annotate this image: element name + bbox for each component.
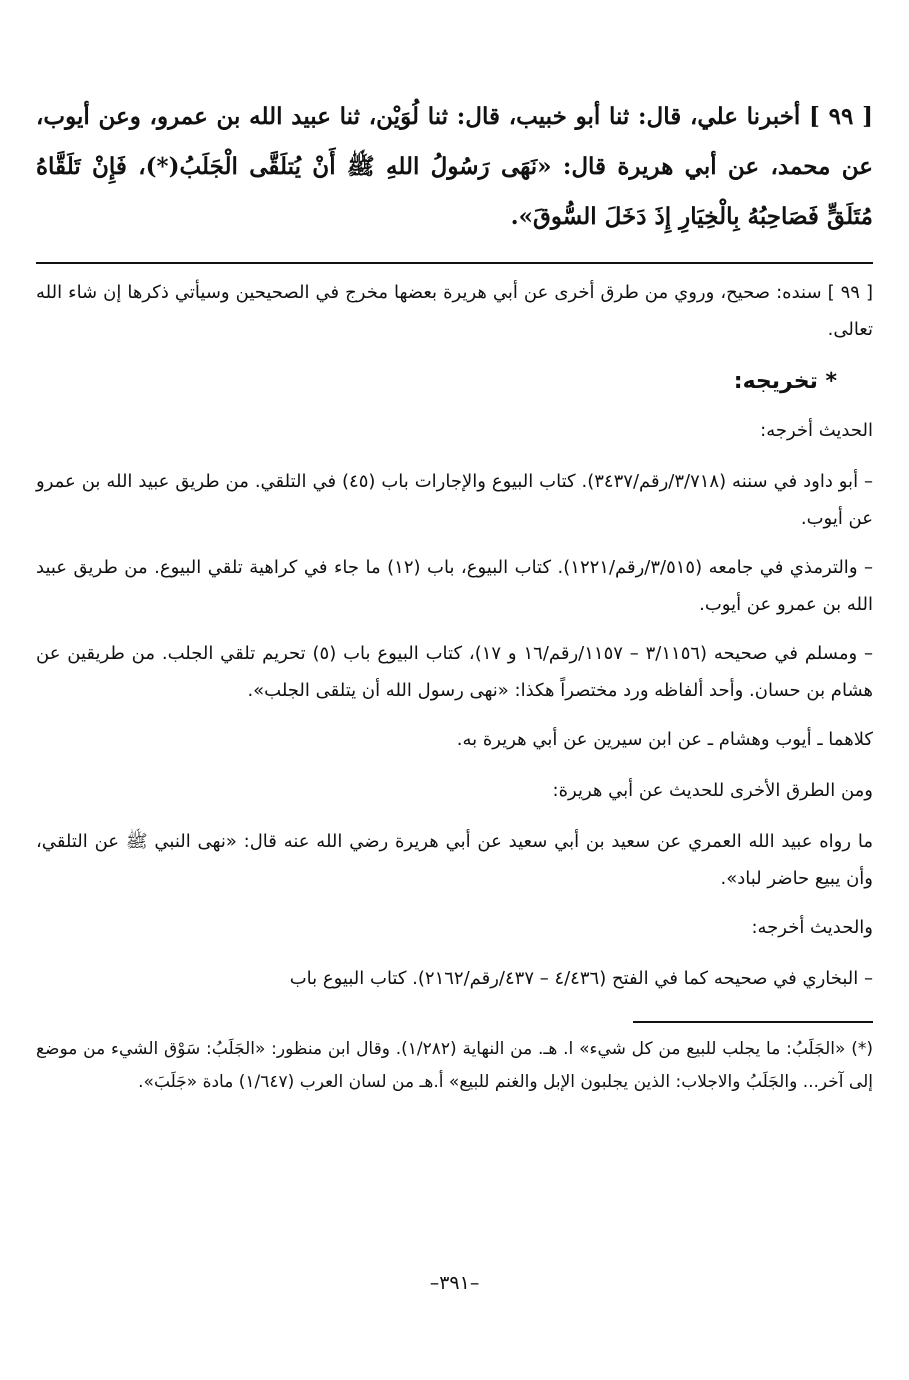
takhrij-item-tirmidhi: – والترمذي في جامعه (٣/٥١٥/رقم/١٢٢١). كتاب البيوع، باب (١٢) ما جاء في كراهية تلقي البيوع. من طريق عبيد الله بن عمرو عن أيوب.	[36, 557, 873, 615]
both-narrators-line: كلاهما ـ أيوب وهشام ـ عن ابن سيرين عن أبي هريرة به.	[456, 729, 873, 750]
umari-route-paragraph: ما رواه عبيد الله العمري عن سعيد بن أبي سعيد عن أبي هريرة رضي الله عنه قال: «نهى النبي ﷺ عن التلقي، وأن يبيع حاضر لباد».	[36, 831, 873, 889]
page-number: –٣٩١–	[429, 1272, 480, 1294]
hadith-text: [ ٩٩ ] أخبرنا علي، قال: ثنا أبو خبيب، قال: ثنا لُوَيْن، ثنا عبيد الله بن عمرو، وعن أيوب، عن محمد، عن أبي هريرة قال: «نَهَى رَسُولُ اللهِ ﷺ أَنْ يُتلَقَّى الْجَلَبُ(*)، فَإِنْ تَلَقَّاهُ مُتَلَقٍّ فَصَاحِبُهُ بِالْخِيَارِ إِذَ دَخَلَ السُّوقَ».	[36, 103, 873, 230]
section-divider	[36, 262, 873, 264]
takhrij-heading: * تخريجه:	[733, 369, 837, 394]
sanad-paragraph: [ ٩٩ ] سنده: صحيح، وروي من طرق أخرى عن أبي هريرة بعضها مخرج في الصحيحين وسيأتي ذكرها إن شاء الله تعالى.	[36, 282, 874, 340]
takhrij-item-muslim: – ومسلم في صحيحه (٣/١١٥٦ – ١١٥٧/رقم/١٦ و ١٧)، كتاب البيوع باب (٥) تحريم تلقي الجلب. من طريقين عن هشام بن حسان. وأحد ألفاظه ورد مختصراً هكذا: «نهى رسول الله أن يتلقى الجلب».	[36, 643, 874, 701]
takhrij-intro-2: والحديث أخرجه:	[751, 917, 873, 938]
takhrij-item-bukhari: – البخاري في صحيحه كما في الفتح (٤/٤٣٦ – ٤٣٧/رقم/٢١٦٢). كتاب البيوع باب	[289, 968, 873, 989]
takhrij-intro: الحديث أخرجه:	[760, 420, 873, 441]
takhrij-item-abu-dawud: – أبو داود في سننه (٣/٧١٨/رقم/٣٤٣٧). كتاب البيوع والإجارات باب (٤٥) في التلقي. من طريق عبيد الله بن عمرو عن أيوب.	[36, 471, 873, 529]
other-routes-line: ومن الطرق الأخرى للحديث عن أبي هريرة:	[552, 780, 873, 801]
footnote: (*) «الجَلَبُ: ما يجلب للبيع من كل شيء» ا. هـ. من النهاية (١/٢٨٢). وقال ابن منظور: «الجَلَبُ: سَوْق الشيء من موضع إلى آخر... والجَلَبُ والاجلاب: الذين يجلبون الإبل والغنم للبيع» أ.هـ من لسان العرب (١/٦٤٧) مادة «جَلَبَ».	[36, 1039, 873, 1092]
footnote-divider	[633, 1021, 873, 1023]
